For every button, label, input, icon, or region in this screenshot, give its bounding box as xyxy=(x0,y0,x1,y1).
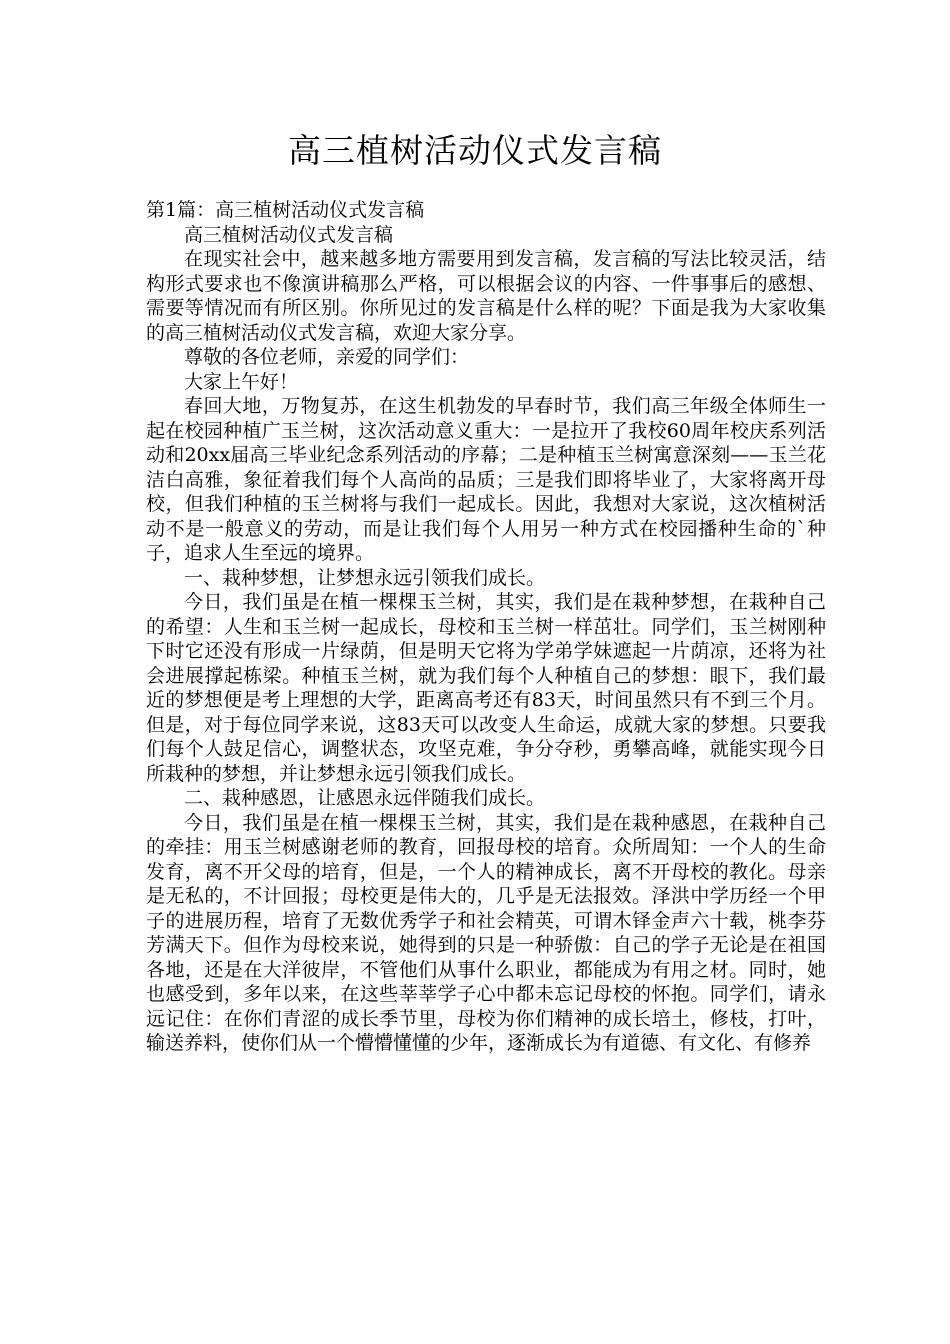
sub-heading: 高三植树活动仪式发言稿 xyxy=(184,223,394,246)
body-paragraph: 春回大地，万物复苏，在这生机勃发的早春时节，我们高三年级全体师生一起在校园种植广玉兰树，这次活动意义重大：一是拉开了我校60周年校庆系列活动和20xx届高三毕业纪念系列活动的序幕；二是种植玉兰树寓意深刻——玉兰花洁白高雅，象征着我们每个人高尚的品质；三是我们即将毕业了，大家将离开母校，但我们种植的玉兰树将与我们一起成长。因此，我想对大家说，这次植树活动不是一般意义的劳动，而是让我们每个人用另一种方式在校园播种生命的`种子，追求人生至远的境界。 xyxy=(146,395,826,564)
greeting: 大家上午好！ xyxy=(184,370,299,393)
salutation: 尊敬的各位老师，亲爱的同学们： xyxy=(184,346,470,368)
section-heading: 第1篇：高三植树活动仪式发言稿 xyxy=(146,199,425,221)
body-paragraph: 今日，我们虽是在植一棵棵玉兰树，其实，我们是在栽种梦想，在栽种自己的希望：人生和玉兰树一起成长，母校和玉兰树一样茁壮。同学们，玉兰树刚种下时它还没有形成一片绿荫，但是明天它将为学弟学妹遮起一片荫凉，还将为社会进展撑起栋梁。种植玉兰树，就为我们每个人种植自己的梦想：眼下，我们最近的梦想便是考上理想的大学，距离高考还有83天，时间虽然只有不到三个月。但是，对于每位同学来说，这83天可以改变人生命运，成就大家的梦想。只要我们每个人鼓足信心，调整状态，攻坚克难，争分夺秒，勇攀高峰，就能实现今日所栽种的梦想，并让梦想永远引领我们成长。 xyxy=(146,591,826,785)
document-body xyxy=(146,198,826,1056)
point-heading-2: 二、栽种感恩，让感恩永远伴随我们成长。 xyxy=(184,787,546,809)
document-title: 高三植树活动仪式发言稿 xyxy=(288,131,662,170)
intro-paragraph: 在现实社会中，越来越多地方需要用到发言稿，发言稿的写法比较灵活，结构形式要求也不像演讲稿那么严格，可以根据会议的内容、一件事事后的感想、需要等情况而有所区别。你所见过的发言稿是什么样的呢？下面是我为大家收集的高三植树活动仪式发言稿，欢迎大家分享。 xyxy=(146,248,826,344)
point-heading-1: 一、栽种梦想，让梦想永远引领我们成长。 xyxy=(184,566,546,589)
body-paragraph: 今日，我们虽是在植一棵棵玉兰树，其实，我们是在栽种感恩，在栽种自己的牵挂：用玉兰树感谢老师的教育，回报母校的培育。众所周知：一个人的生命发育，离不开父母的培育，但是，一个人的精神成长，离不开母校的教化。母亲是无私的，不计回报；母校更是伟大的，几乎是无法报效。泽洪中学历经一个甲子的进展历程，培育了无数优秀学子和社会精英，可谓木铎金声六十载，桃李芬芳满天下。但作为母校来说，她得到的只是一种骄傲：自己的学子无论是在祖国各地，还是在大洋彼岸，不管他们从事什么职业，都能成为有用之材。同时，她也感受到，多年以来，在这些莘莘学子心中都未忘记母校的怀抱。同学们，请永远记住：在你们青涩的成长季节里，母校为你们精神的成长培土，修枝，打叶，输送养料，使你们从一个懵懵懂懂的少年，逐渐成长为有道德、有文化、有修养 xyxy=(146,811,826,1054)
